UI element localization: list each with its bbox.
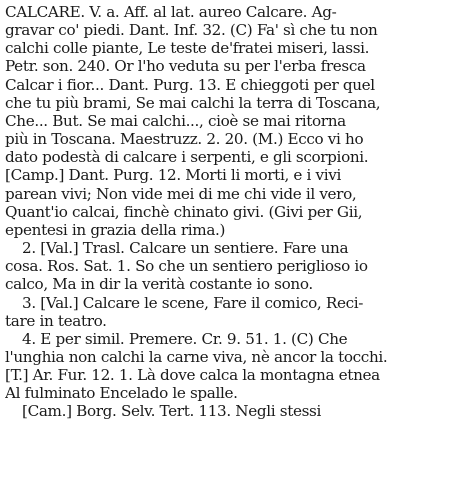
text-line: tare in teatro. <box>5 311 107 330</box>
text-line: Calcar i fior... Dant. Purg. 13. E chieggoti per quel <box>5 75 375 94</box>
text-line: CALCARE. V. a. Aff. al lat. aureo Calcare. Ag- <box>5 3 337 21</box>
text-line: epentesi in grazia della rima.) <box>5 220 226 239</box>
text-line: più in Toscana. Maestruzz. 2. 20. (M.) Ecco vi ho <box>5 130 364 149</box>
text-line: cosa. Ros. Sat. 1. So che un sentiero periglioso io <box>5 257 368 276</box>
text-line: dato podestà di calcare i serpenti, e gli scorpioni. <box>5 148 369 167</box>
text-line: [Cam.] Borg. Selv. Tert. 113. Negli stessi <box>22 402 321 421</box>
text-line: Petr. son. 240. Or l'ho veduta su per l'erba fresca <box>5 57 366 76</box>
text-line: parean vivi; Non vide mei di me chi vide il vero, <box>5 184 357 203</box>
text-line: [T.] Ar. Fur. 12. 1. Là dove calca la montagna etnea <box>5 366 380 385</box>
text-line: [Camp.] Dant. Purg. 12. Morti li morti, e i vivi <box>5 166 341 185</box>
text-line: calco, Ma in dir la verità costante io sono. <box>5 275 313 294</box>
text-line: calchi colle piante, Le teste de'fratei miseri, lassi. <box>5 39 370 58</box>
text-line: Che... But. Se mai calchi..., cioè se mai ritorna <box>5 111 346 130</box>
text-line: l'unghia non calchi la carne viva, nè ancor la tocchi. <box>5 347 388 366</box>
text-line: Quant'io calcai, finchè chinato givi. (Givi per Gii, <box>5 202 363 221</box>
text-line: 4. E per simil. Premere. Cr. 9. 51. 1. (C) Che <box>22 329 348 348</box>
text-line: 2. [Val.] Trasl. Calcare un sentiere. Fare una <box>22 239 349 258</box>
text-line: che tu più brami, Se mai calchi la terra di Toscana, <box>5 93 381 112</box>
text-line: 3. [Val.] Calcare le scene, Fare il comico, Reci- <box>22 293 364 312</box>
text-line: gravar co' piedi. Dant. Inf. 32. (C) Fa' sì che tu non <box>5 21 378 40</box>
text-line: Al fulminato Encelado le spalle. <box>5 384 238 403</box>
